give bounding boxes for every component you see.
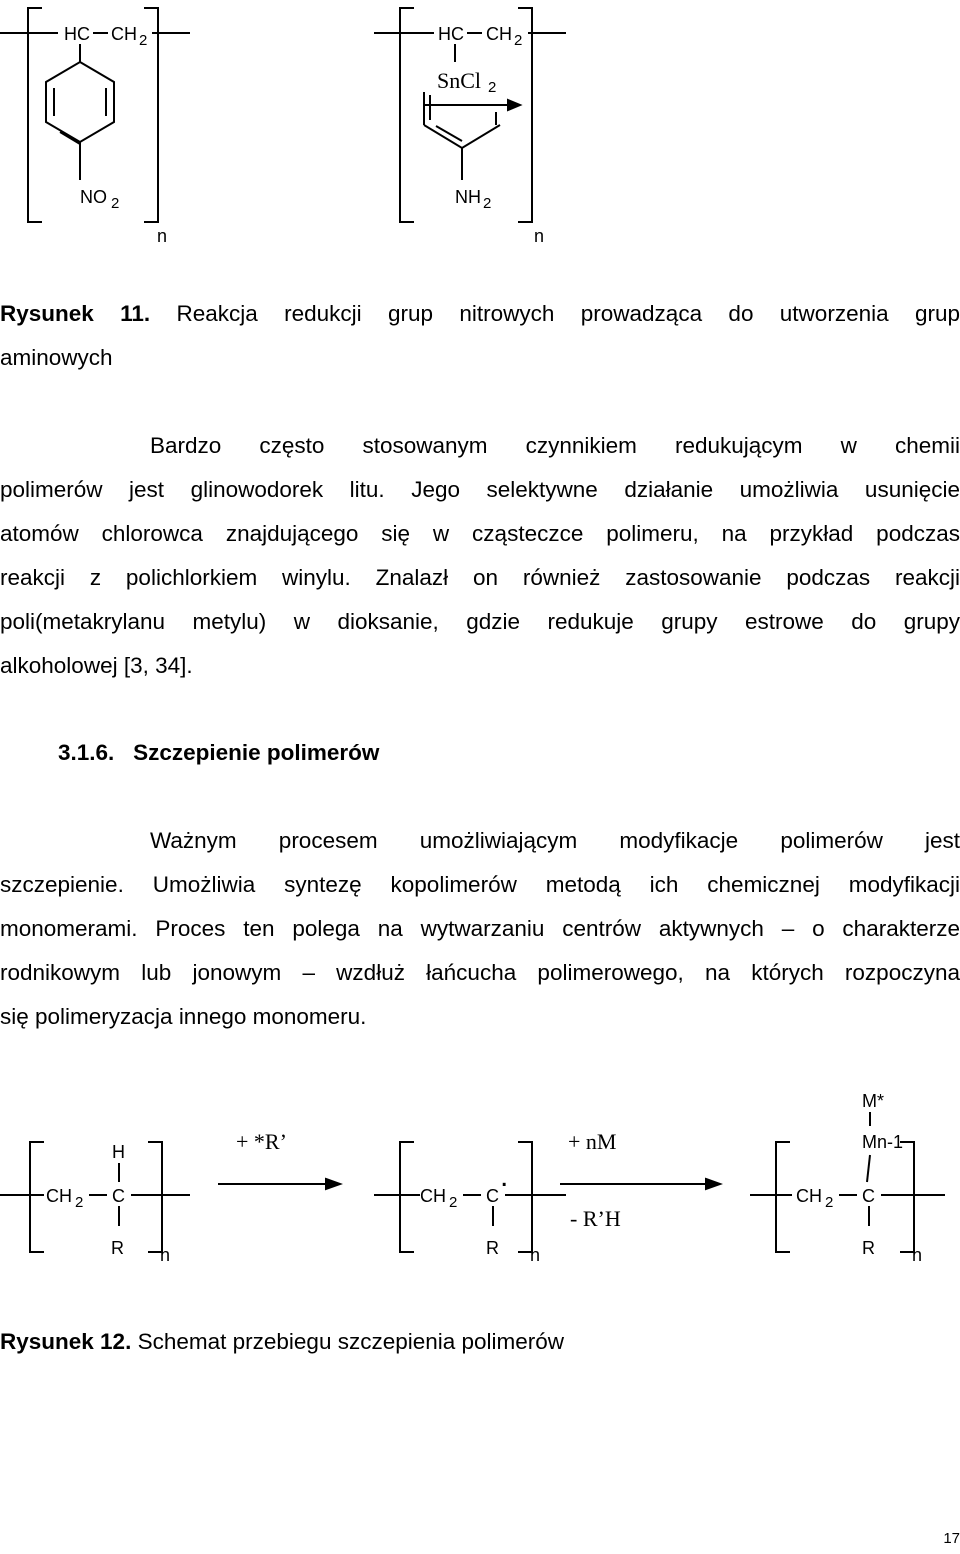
paragraph-1-line-2: polimerów jest glinowodorek litu. Jego selektywne działanie umożliwia usunięcie [0, 477, 960, 502]
paragraph-2-line-4: rodnikowym lub jonowym – wzdłuż łańcucha polimerowego, na których rozpoczyna [0, 960, 960, 985]
section-title: Szczepienie polimerów [133, 740, 380, 765]
subscript-2: 2 [111, 195, 120, 212]
subscript-2: 2 [449, 1194, 458, 1211]
repeat-n: n [157, 226, 168, 246]
paragraph-1-line-3: atomów chlorowca znajdującego się w cząsteczce polimeru, na przykład podczas [0, 521, 960, 546]
caption-text: Schemat przebiegu szczepienia polimerów [137, 1329, 565, 1354]
tin-chloride-label: SnCl [437, 68, 482, 93]
hydrogen-label: H [112, 1142, 125, 1162]
caption-text: Reakcja redukcji grup nitrowych prowadząca do utworzenia grup [176, 301, 960, 326]
amino-group-label: NH [455, 187, 481, 207]
polymer-structure-1 [0, 1142, 190, 1265]
chain-label: Mn-1 [862, 1132, 904, 1152]
nitro-polymer-structure [0, 8, 190, 246]
reaction-arrow-2 [560, 1129, 720, 1231]
subscript-2: 2 [75, 1194, 84, 1211]
carbon-label: C [112, 1186, 125, 1206]
paragraph-2-line-1: Ważnym procesem umożliwiającym modyfikacje polimerów jest [150, 828, 960, 853]
radical-dot: . [500, 1160, 509, 1193]
r-group-label: R [111, 1238, 124, 1258]
reaction-arrow-1 [218, 1129, 340, 1189]
repeat-n: n [160, 1245, 171, 1265]
carbon-label: C [486, 1186, 499, 1206]
paragraph-2-line-5: się polimeryzacja innego monomeru. [0, 1004, 367, 1029]
subscript-2: 2 [139, 32, 148, 49]
paragraph-2-line-2: szczepienie. Umożliwia syntezę kopolimerów metodą ich chemicznej modyfikacji [0, 872, 960, 897]
nitro-group-label: NO [80, 187, 107, 207]
figure-12-scheme [0, 1080, 960, 1280]
monomer-label: + nM [568, 1129, 617, 1154]
figure-12-caption [0, 1320, 960, 1364]
subscript-2: 2 [488, 79, 497, 96]
caption-label: Rysunek 12. [0, 1329, 132, 1354]
grafted-polymer-structure [750, 1091, 945, 1265]
r-group-label: R [862, 1238, 875, 1258]
paragraph-1-line-5: poli(metakrylanu metylu) w dioksanie, gdzie redukuje grupy estrowe do grupy [0, 609, 960, 634]
ch-label: CH [486, 24, 512, 44]
section-number: 3.1.6. [58, 740, 115, 765]
initiator-label: + *R’ [236, 1129, 287, 1154]
figure-11-scheme [0, 0, 960, 250]
ring-fragment [424, 125, 500, 148]
amino-polymer-structure [374, 8, 566, 246]
r-group-label: R [486, 1238, 499, 1258]
figure-11-caption-cont: aminowych [0, 345, 113, 370]
subscript-2: 2 [514, 32, 523, 49]
active-monomer-label: M* [862, 1091, 884, 1111]
carbon-label: C [862, 1186, 875, 1206]
ch-label: CH [420, 1186, 446, 1206]
hc-label: HC [438, 24, 464, 44]
ch-label: CH [111, 24, 137, 44]
byproduct-label: - R’H [570, 1206, 621, 1231]
paragraph-1-line-1: Bardzo często stosowanym czynnikiem redukującym w chemii [150, 433, 960, 458]
subscript-2: 2 [483, 195, 492, 212]
ch-label: CH [46, 1186, 72, 1206]
paragraph-1-line-4: reakcji z polichlorkiem winylu. Znalazł on również zastosowanie podczas reakcji [0, 565, 960, 590]
paragraph-1-line-6: alkoholowej [3, 34]. [0, 653, 193, 678]
figure-11-caption [0, 292, 960, 336]
section-heading [58, 731, 858, 775]
page-number: 17 [943, 1530, 960, 1547]
benzene-ring [46, 62, 114, 142]
paragraph-2-line-3: monomerami. Proces ten polega na wytwarzaniu centrów aktywnych – o charakterze [0, 916, 960, 941]
repeat-n: n [912, 1245, 923, 1265]
subscript-2: 2 [825, 1194, 834, 1211]
repeat-n: n [530, 1245, 541, 1265]
ch-label: CH [796, 1186, 822, 1206]
hc-label: HC [64, 24, 90, 44]
polymer-radical-structure [374, 1142, 566, 1265]
caption-label: Rysunek 11. [0, 301, 151, 326]
repeat-n: n [534, 226, 545, 246]
